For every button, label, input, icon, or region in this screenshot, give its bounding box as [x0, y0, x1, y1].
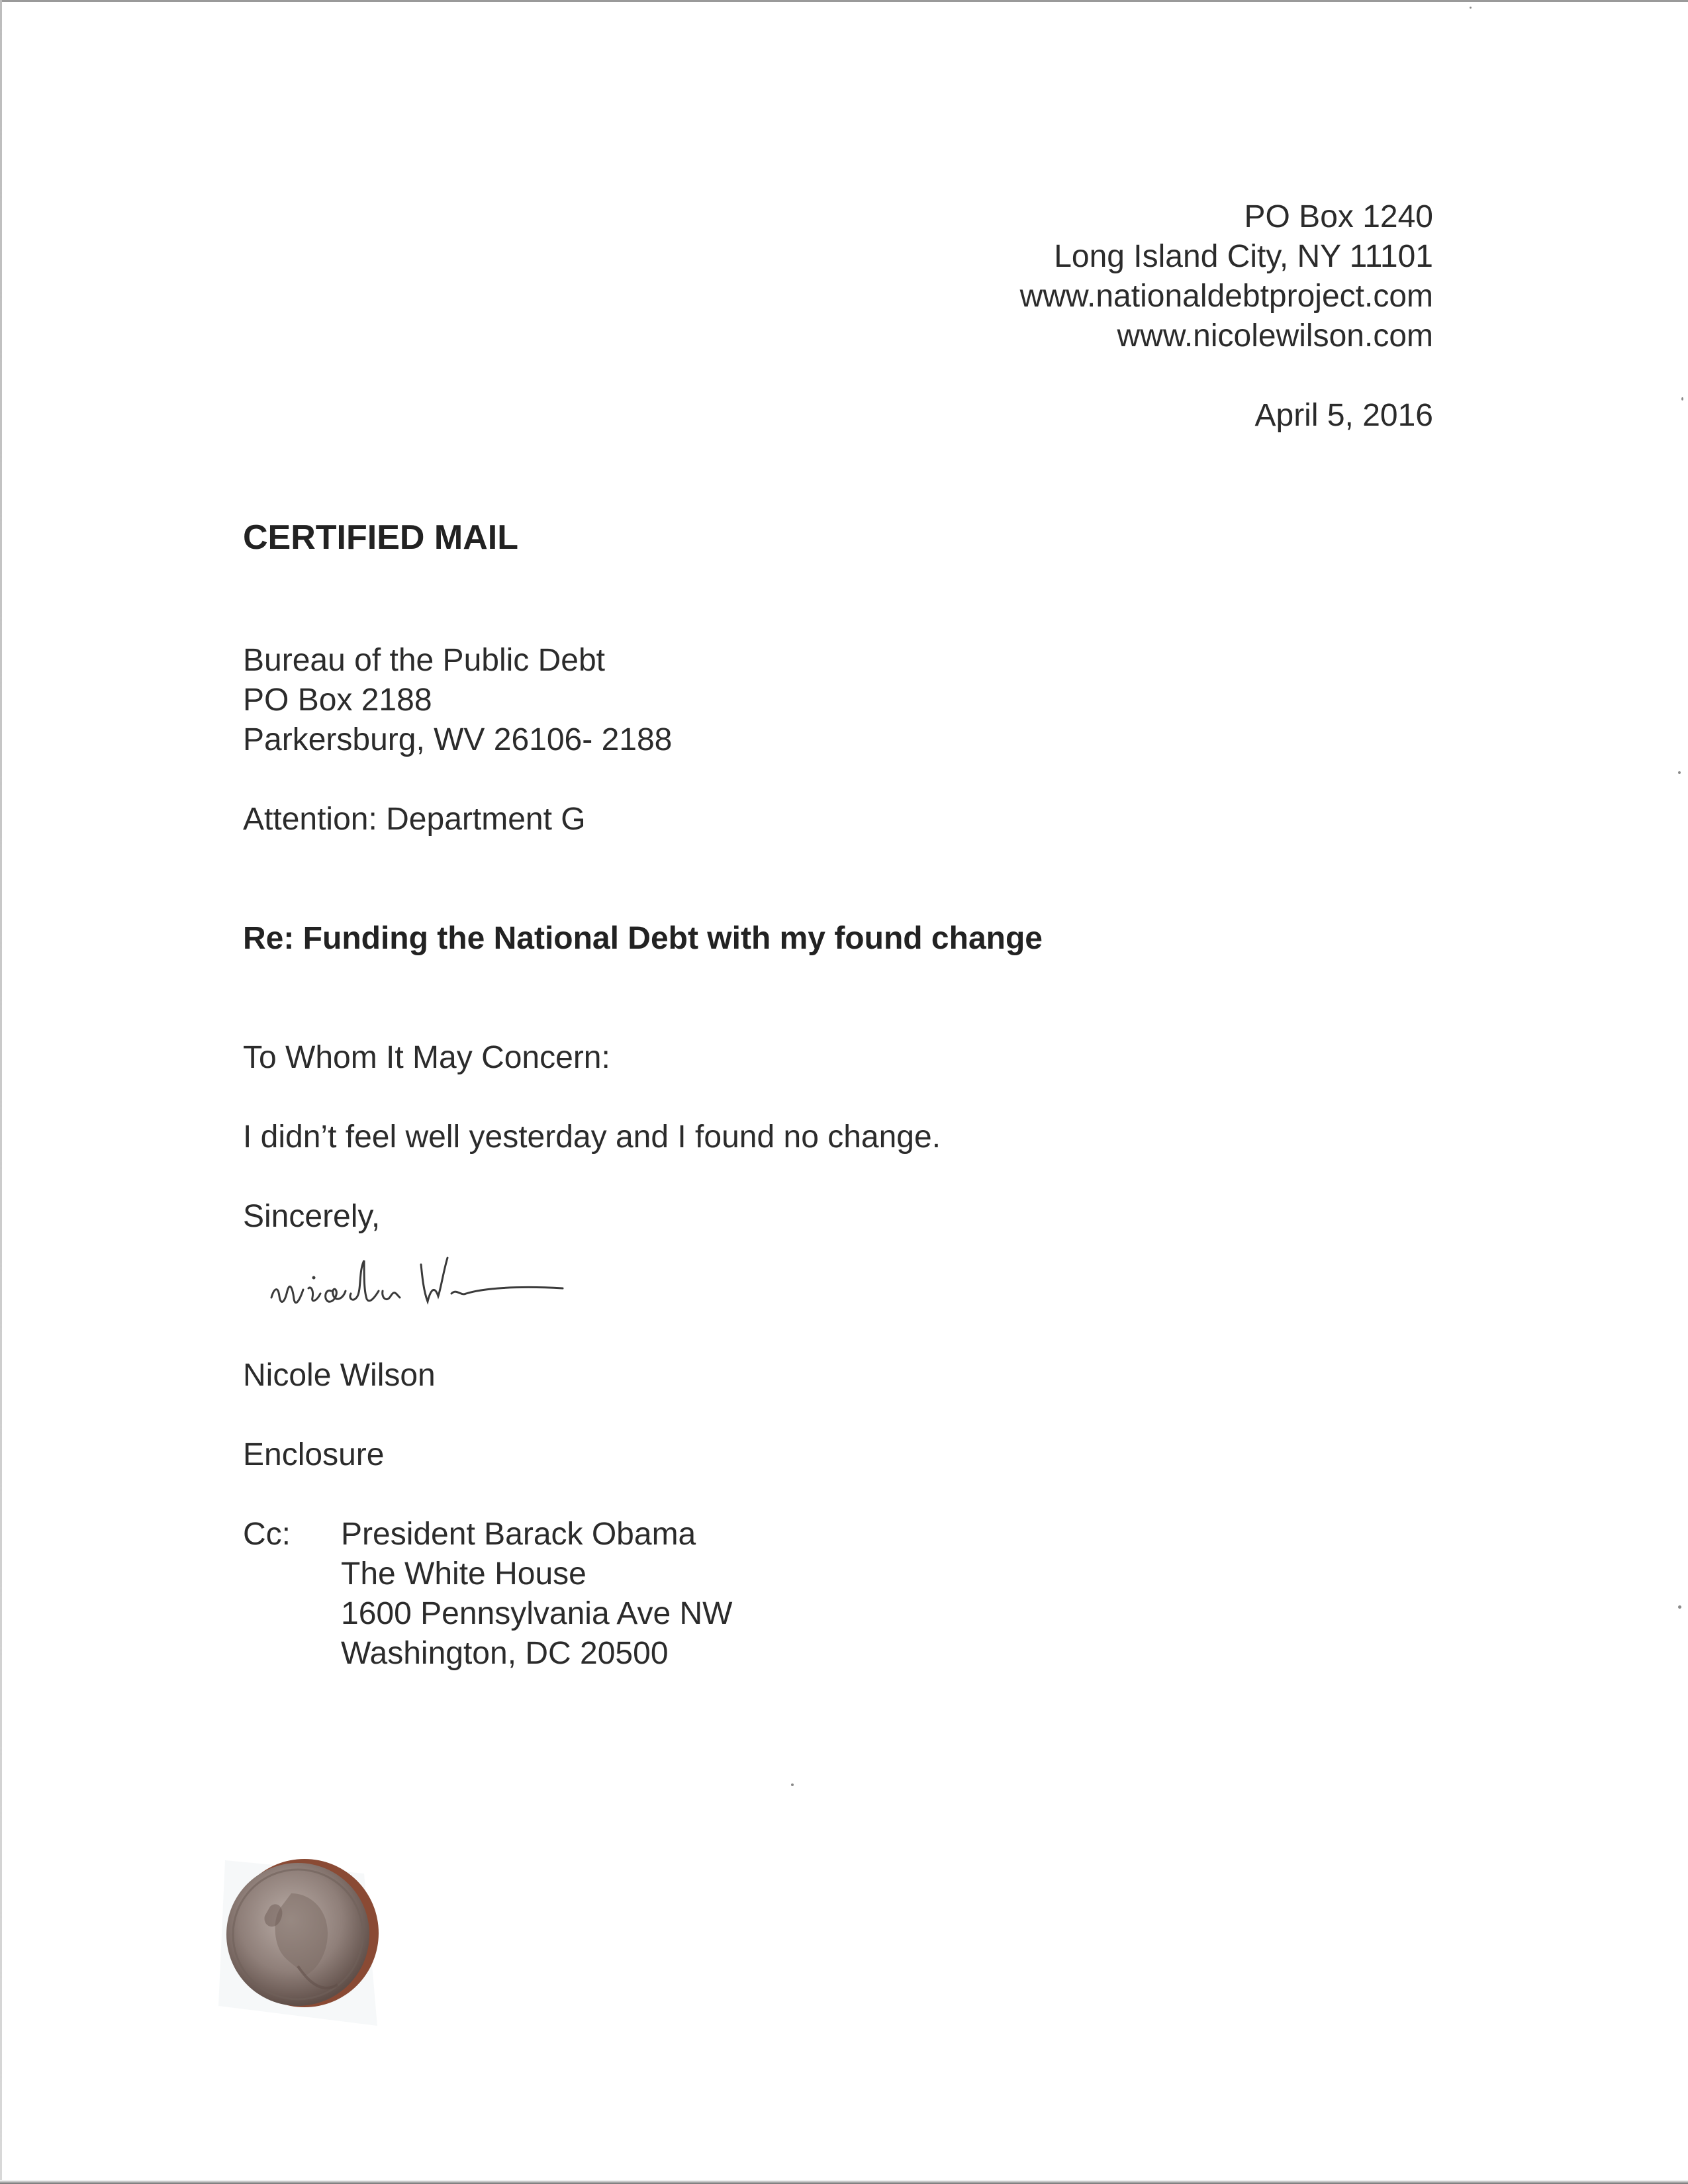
cc-recipient-city: Washington, DC 20500: [341, 1636, 669, 1671]
scan-edge-bottom: [0, 2180, 1688, 2184]
cc-recipient-org: The White House: [341, 1556, 586, 1591]
scan-speck: [1678, 771, 1681, 774]
cc-recipient-name: President Barack Obama: [341, 1517, 696, 1552]
enclosure-note: Enclosure: [243, 1437, 385, 1472]
handwritten-signature: [265, 1225, 583, 1331]
scan-speck: [1681, 397, 1683, 401]
sender-website-project: www.nationaldebtproject.com: [1019, 279, 1433, 314]
sender-address: [1020, 197, 1433, 356]
letter-date: April 5, 2016: [1254, 398, 1433, 433]
letter-body: I didn’t feel well yesterday and I found no change.: [243, 1119, 941, 1155]
recipient-address: [243, 641, 672, 760]
mail-type-heading: CERTIFIED MAIL: [243, 518, 518, 557]
attention-line: Attention: Department G: [243, 802, 586, 837]
recipient-po-box: PO Box 2188: [243, 683, 432, 718]
cc-label: Cc:: [243, 1517, 291, 1552]
sender-website-personal: www.nicolewilson.com: [1117, 318, 1433, 354]
subject-line: Re: Funding the National Debt with my found change: [243, 921, 1043, 956]
recipient-name: Bureau of the Public Debt: [243, 643, 606, 678]
scan-speck: [791, 1783, 794, 1786]
cc-recipient-street: 1600 Pennsylvania Ave NW: [341, 1596, 733, 1631]
signer-name: Nicole Wilson: [243, 1358, 436, 1393]
sender-po-box: PO Box 1240: [1244, 199, 1433, 234]
scan-edge-top: [0, 0, 1688, 2]
closing: Sincerely,: [243, 1199, 381, 1234]
scan-speck: [1470, 7, 1472, 9]
scan-edge-left: [0, 0, 2, 2184]
recipient-city: Parkersburg, WV 26106- 2188: [243, 722, 673, 757]
scan-speck: [1678, 1605, 1681, 1609]
sender-city: Long Island City, NY 11101: [1054, 239, 1433, 274]
salutation: To Whom It May Concern:: [243, 1040, 610, 1075]
penny-coin-image: [199, 1834, 397, 2032]
cc-recipient: [341, 1515, 732, 1674]
